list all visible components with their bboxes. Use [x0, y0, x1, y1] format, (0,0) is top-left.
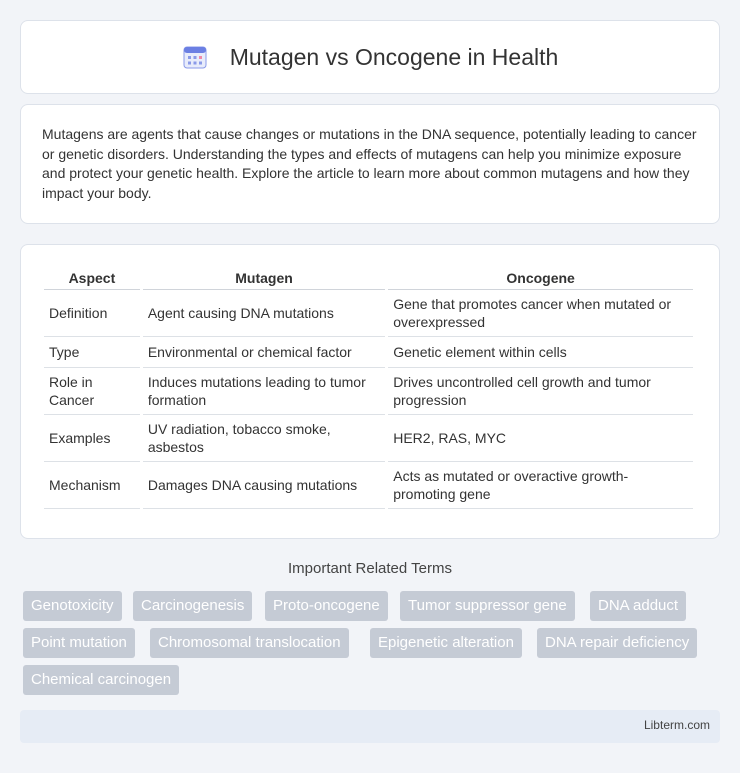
table-row: [44, 462, 693, 509]
table-cell-mutagen: Agent causing DNA mutations: [143, 290, 385, 337]
table-cell-aspect: Mechanism: [44, 462, 140, 509]
header-oncogene: Oncogene: [388, 266, 693, 290]
intro-paragraph: Mutagens are agents that cause changes or mutations in the DNA sequence, potentially leading to cancer or genetic disorders. Understanding the types and effects of mutagens can help you minimize exposure and protect your genetic health. Explore the article to learn more about common mutagens and how they impact your body.: [42, 126, 697, 201]
table-cell-oncogene: Gene that promotes cancer when mutated or overexpressed: [388, 290, 693, 337]
table-row: [44, 368, 693, 415]
table-cell-mutagen: UV radiation, tobacco smoke, asbestos: [143, 415, 385, 462]
table-row: [44, 290, 693, 337]
table-cell-aspect: Definition: [44, 290, 140, 337]
table-cell-mutagen: Environmental or chemical factor: [143, 337, 385, 368]
comparison-table: [41, 266, 696, 509]
tag-proto-oncogene[interactable]: Proto-oncogene: [265, 591, 388, 621]
table-cell-mutagen: Damages DNA causing mutations: [143, 462, 385, 509]
tag-chromosomal-translocation[interactable]: Chromosomal translocation: [150, 628, 349, 658]
tag-dna-repair-deficiency[interactable]: DNA repair deficiency: [537, 628, 697, 658]
title-wrap: [182, 44, 559, 71]
header-mutagen: Mutagen: [143, 266, 385, 290]
table-cell-aspect: Type: [44, 337, 140, 368]
table-row: [44, 415, 693, 462]
tag-dna-adduct[interactable]: DNA adduct: [590, 591, 686, 621]
tag-carcinogenesis[interactable]: Carcinogenesis: [133, 591, 252, 621]
table-cell-oncogene: Acts as mutated or overactive growth-promoting gene: [388, 462, 693, 509]
table-cell-mutagen: Induces mutations leading to tumor formation: [143, 368, 385, 415]
table-document-icon: [182, 44, 208, 70]
tag-point-mutation[interactable]: Point mutation: [23, 628, 135, 658]
table-row: [44, 337, 693, 368]
header-aspect: Aspect: [44, 266, 140, 290]
tag-chemical-carcinogen[interactable]: Chemical carcinogen: [23, 665, 179, 695]
comparison-card: [20, 244, 720, 539]
tag-genotoxicity[interactable]: Genotoxicity: [23, 591, 122, 621]
page-title: Mutagen vs Oncogene in Health: [229, 43, 559, 70]
footer-site-link[interactable]: Libterm.com: [643, 718, 710, 732]
footer: [20, 710, 720, 743]
table-cell-oncogene: Drives uncontrolled cell growth and tumor progression: [388, 368, 693, 415]
tag-epigenetic-alteration[interactable]: Epigenetic alteration: [370, 628, 522, 658]
tag-tumor-suppressor-gene[interactable]: Tumor suppressor gene: [400, 591, 575, 621]
table-cell-oncogene: Genetic element within cells: [388, 337, 693, 368]
related-terms-title: Important Related Terms: [288, 560, 452, 577]
table-cell-aspect: Examples: [44, 415, 140, 462]
table-header-row: [44, 266, 693, 290]
intro-card: [20, 104, 720, 224]
table-cell-oncogene: HER2, RAS, MYC: [388, 415, 693, 462]
table-cell-aspect: Role in Cancer: [44, 368, 140, 415]
title-card: [20, 20, 720, 94]
